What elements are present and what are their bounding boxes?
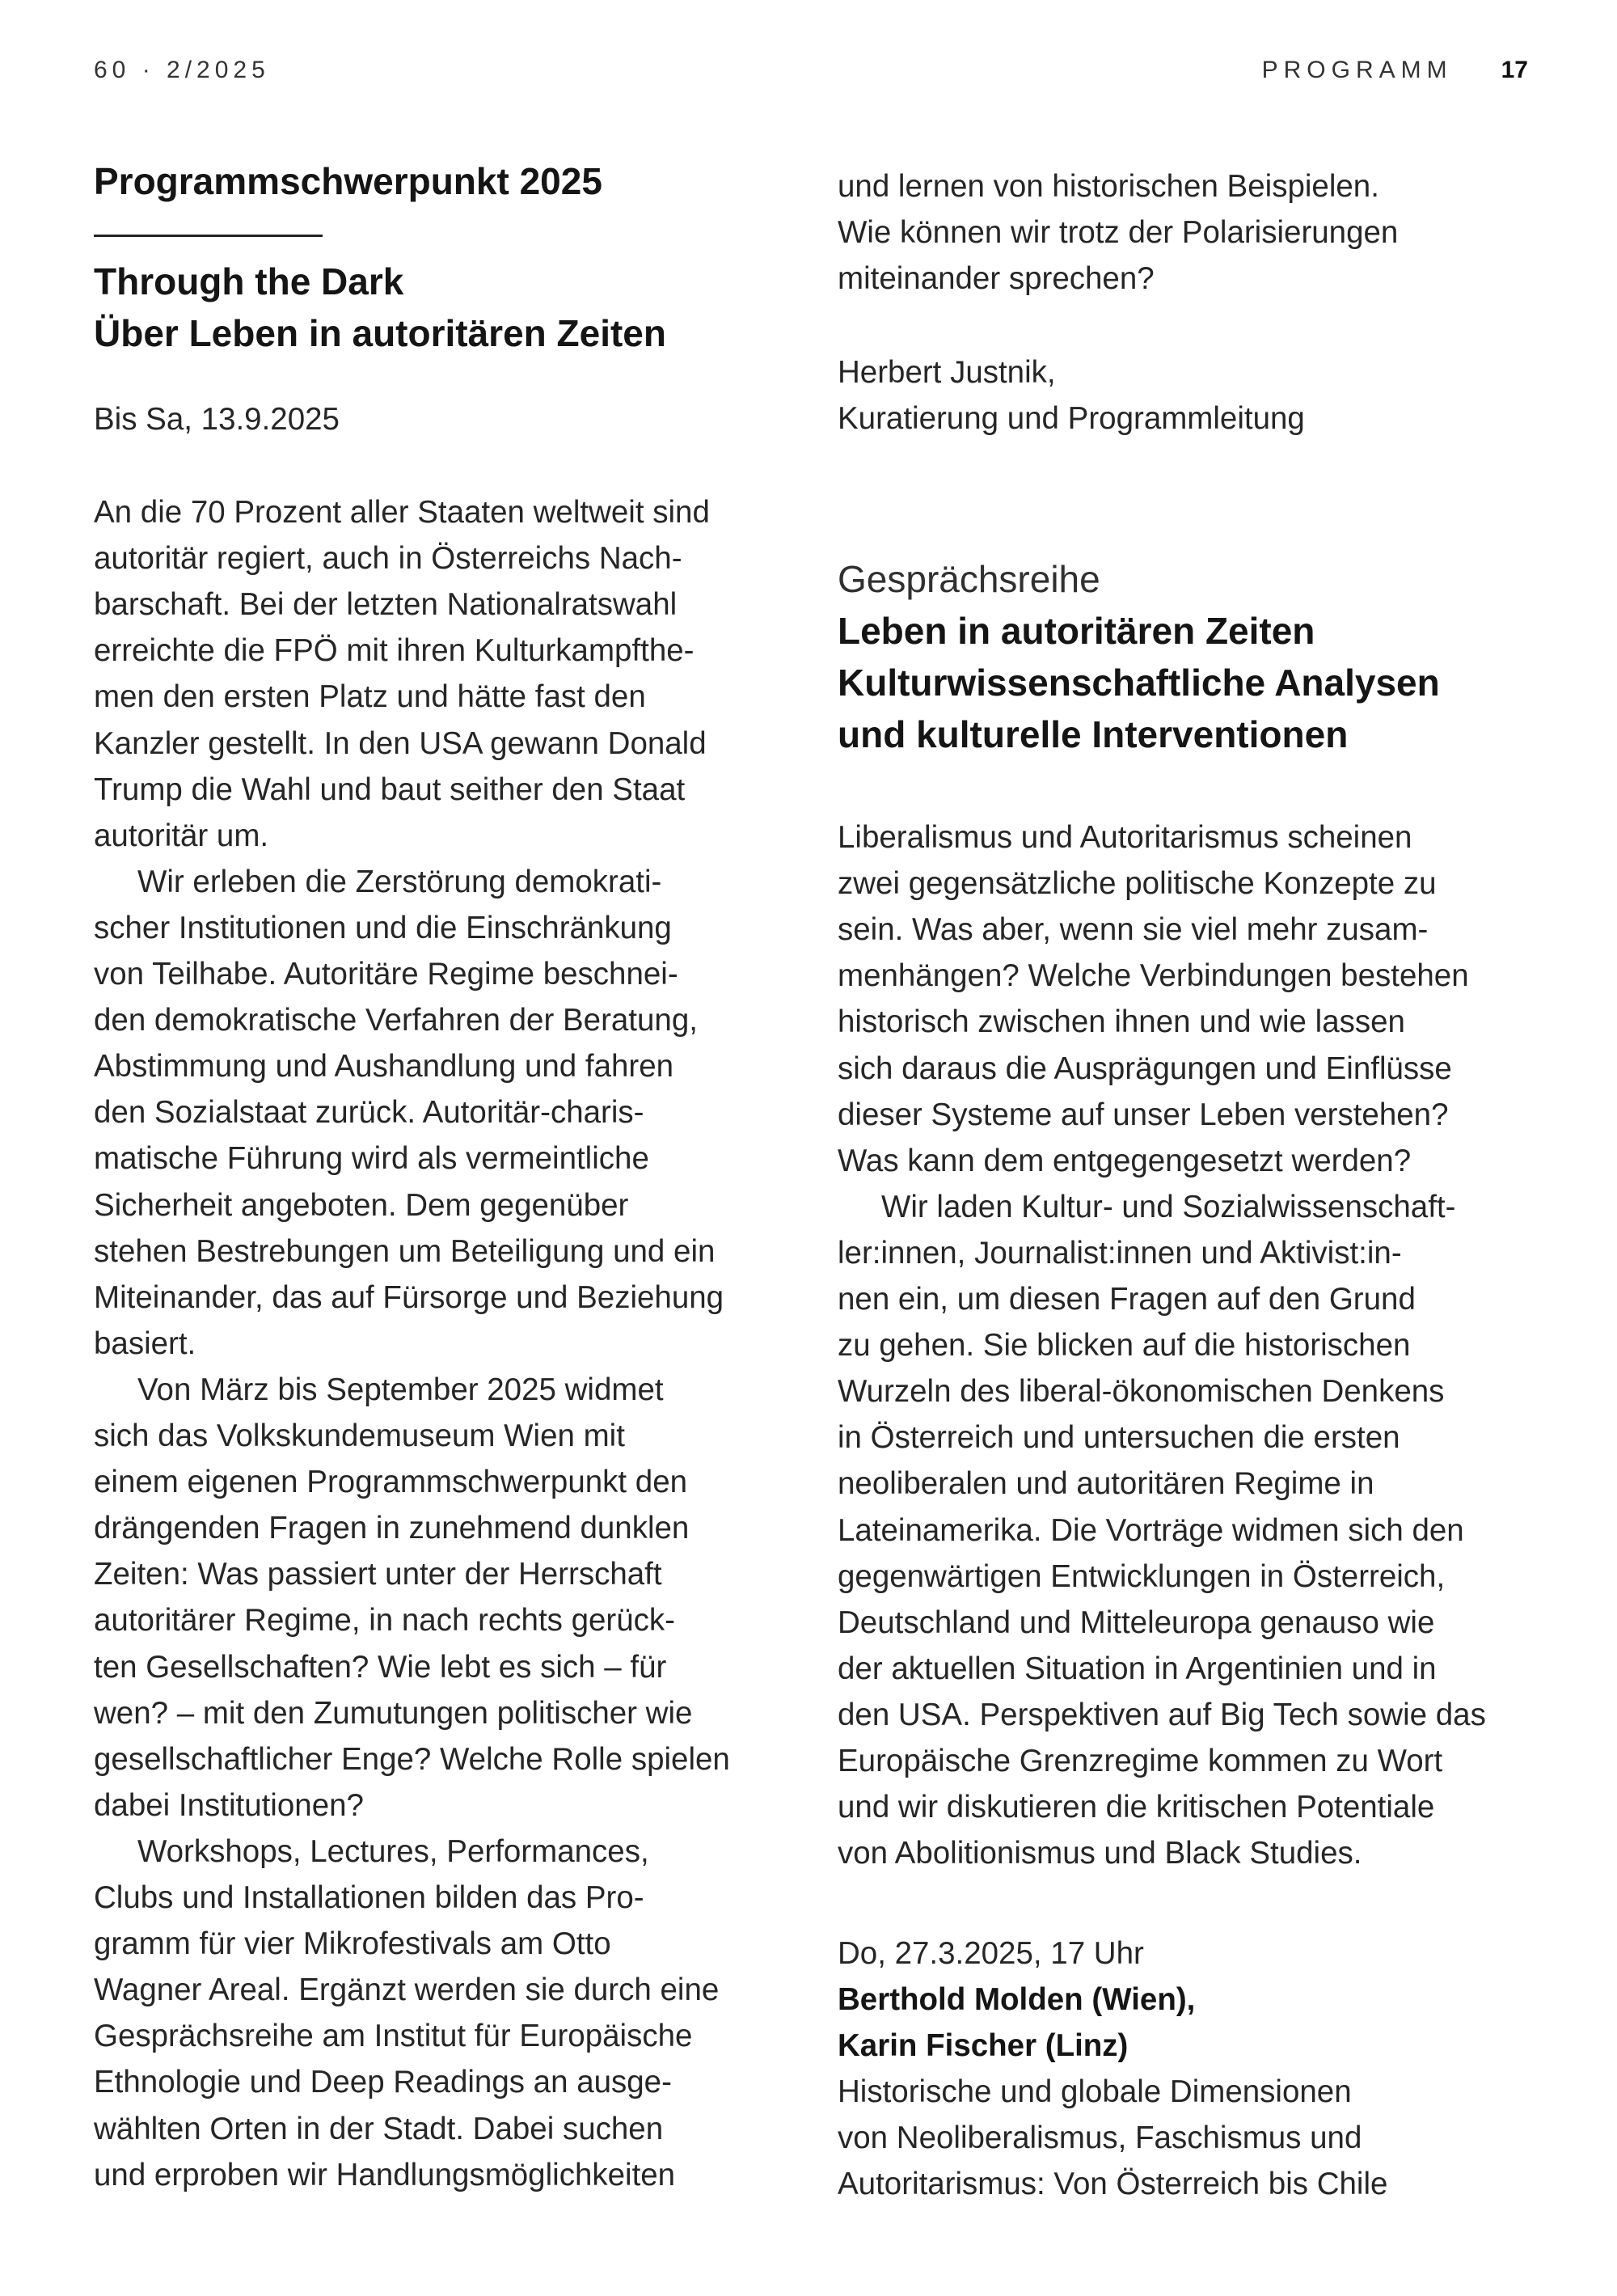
author-role: Kuratierung und Programmleitung xyxy=(838,401,1305,436)
body-text-line: und erproben wir Handlungsmöglichkeiten xyxy=(94,2157,676,2192)
series-title-line-2: Kulturwissenschaftliche Analysen xyxy=(838,662,1440,704)
heading-divider xyxy=(94,235,323,237)
event-talk-title: Historische und globale Dimensionen xyxy=(838,2074,1352,2109)
event-speaker: Karin Fischer (Linz) xyxy=(838,2028,1129,2063)
body-text-line: Wagner Areal. Ergänzt werden sie durch eine xyxy=(94,1973,720,2008)
body-text-line: Lateinamerika. Die Vorträge widmen sich den xyxy=(838,1512,1464,1548)
body-text-line: autoritärer Regime, in nach rechts gerück- xyxy=(94,1603,675,1638)
section-label: PROGRAMM xyxy=(1261,57,1453,83)
body-text-line: barschaft. Bei der letzten Nationalratswahl xyxy=(94,587,678,623)
body-text-line: einem eigenen Programmschwerpunkt den xyxy=(94,1465,688,1500)
article-date: Bis Sa, 13.9.2025 xyxy=(94,402,340,437)
running-head-right xyxy=(1262,57,1528,84)
body-text-line: wen? – mit den Zumutungen politischer wie xyxy=(94,1695,693,1731)
body-text-line: neoliberalen und autoritären Regime in xyxy=(838,1466,1374,1502)
author-name: Herbert Justnik, xyxy=(838,355,1056,390)
body-text-line: autoritär regiert, auch in Österreichs Nach- xyxy=(94,541,682,577)
body-text-line: Workshops, Lectures, Performances, xyxy=(137,1833,649,1869)
body-text-line: Wir laden Kultur- und Sozialwissenschaft- xyxy=(881,1189,1456,1224)
continued-line: miteinander sprechen? xyxy=(838,261,1155,296)
body-text-line: dabei Institutionen? xyxy=(94,1787,364,1823)
body-text-line: in Österreich und untersuchen die ersten xyxy=(838,1420,1400,1456)
body-text-line: Wir erleben die Zerstörung demokrati- xyxy=(137,864,662,899)
event-talk-title: von Neoliberalismus, Faschismus und xyxy=(838,2121,1362,2155)
body-text-line: men den ersten Platz und hätte fast den xyxy=(94,679,646,715)
series-kicker: Gesprächsreihe xyxy=(838,558,1100,600)
body-text-line: Clubs und Installationen bilden das Pro- xyxy=(94,1880,644,1915)
body-text-line: ten Gesellschaften? Wie lebt es sich – für xyxy=(94,1649,667,1685)
body-text-line: drängenden Fragen in zunehmend dunklen xyxy=(94,1511,690,1546)
body-text-line: basiert. xyxy=(94,1326,196,1361)
body-text-line: sich das Volkskundemuseum Wien mit xyxy=(94,1419,625,1453)
body-text-line: Liberalismus und Autoritarismus scheinen xyxy=(838,820,1412,855)
body-text-line: matische Führung wird als vermeintliche xyxy=(94,1141,649,1177)
overline-heading: Programmschwerpunkt 2025 xyxy=(94,160,602,202)
body-text-line: Wurzeln des liberal-ökonomischen Denkens xyxy=(838,1374,1445,1410)
body-text-line: Was kann dem entgegengesetzt werden? xyxy=(838,1143,1412,1178)
body-text-line: zwei gegensätzliche politische Konzepte zu xyxy=(838,866,1437,902)
body-text-line: erreichte die FPÖ mit ihren Kulturkampfthe- xyxy=(94,633,695,669)
body-text-line: Sicherheit angeboten. Dem gegenüber xyxy=(94,1187,629,1223)
page-number: 17 xyxy=(1501,57,1528,83)
body-text-line: dieser Systeme auf unser Leben verstehen? xyxy=(838,1097,1449,1132)
event-speaker: Berthold Molden (Wien), xyxy=(838,1982,1196,2017)
event-talk-title: Autoritarismus: Von Österreich bis Chile xyxy=(838,2167,1388,2201)
body-text-line: der aktuellen Situation in Argentinien und in xyxy=(838,1651,1437,1686)
body-text-line: den Sozialstaat zurück. Autoritär-charis- xyxy=(94,1095,644,1131)
continued-line: Wie können wir trotz der Polarisierungen xyxy=(838,215,1399,250)
body-text-line: Ethnologie und Deep Readings an ausge- xyxy=(94,2065,672,2100)
body-text-line: Deutschland und Mitteleuropa genauso wie xyxy=(838,1605,1435,1640)
body-text-line: sein. Was aber, wenn sie viel mehr zusam- xyxy=(838,912,1429,948)
body-text-line: von Abolitionismus und Black Studies. xyxy=(838,1836,1362,1871)
body-text-line: Kanzler gestellt. In den USA gewann Donald xyxy=(94,725,707,761)
body-text-line: Abstimmung und Aushandlung und fahren xyxy=(94,1049,674,1085)
body-text-line: autoritär um. xyxy=(94,818,269,853)
body-text-line: Gesprächsreihe am Institut für Europäische xyxy=(94,2019,693,2054)
body-text-line: stehen Bestrebungen um Beteiligung und ein xyxy=(94,1233,716,1269)
series-title-line-1: Leben in autoritären Zeiten xyxy=(838,610,1315,652)
body-text-line: wählten Orten in der Stadt. Dabei suchen xyxy=(94,2111,664,2146)
running-head xyxy=(94,57,1528,89)
body-text-line: nen ein, um diesen Fragen auf den Grund xyxy=(838,1282,1416,1317)
body-text-line: Europäische Grenzregime kommen zu Wort xyxy=(838,1744,1443,1778)
article-title-line-1: Through the Dark xyxy=(94,260,404,302)
body-text-line: Miteinander, das auf Fürsorge und Beziehung xyxy=(94,1279,724,1315)
body-text-line: gramm für vier Mikrofestivals am Otto xyxy=(94,1926,611,1962)
body-text-line: von Teilhabe. Autoritäre Regime beschnei- xyxy=(94,957,678,992)
body-text-line: Zeiten: Was passiert unter der Herrschaft xyxy=(94,1557,662,1592)
body-text-line: Von März bis September 2025 widmet xyxy=(137,1372,664,1407)
series-title-line-3: und kulturelle Interventionen xyxy=(838,713,1349,755)
body-text-line: ler:innen, Journalist:innen und Aktivist:in- xyxy=(838,1235,1402,1271)
body-text-line: den demokratische Verfahren der Beratung, xyxy=(94,1003,698,1038)
body-text-line: historisch zwischen ihnen und wie lassen xyxy=(838,1004,1405,1040)
body-text-line: zu gehen. Sie blicken auf die historischen xyxy=(838,1328,1411,1364)
body-text-line: den USA. Perspektiven auf Big Tech sowie das xyxy=(838,1697,1486,1732)
article-title-line-2: Über Leben in autoritären Zeiten xyxy=(94,312,666,354)
body-text-line: sich daraus die Ausprägungen und Einflüsse xyxy=(838,1051,1452,1086)
event-datetime: Do, 27.3.2025, 17 Uhr xyxy=(838,1936,1144,1971)
body-text-line: und wir diskutieren die kritischen Potentiale xyxy=(838,1790,1435,1825)
body-text-line: menhängen? Welche Verbindungen bestehen xyxy=(838,958,1469,994)
body-text-line: gesellschaftlicher Enge? Welche Rolle spielen xyxy=(94,1741,730,1777)
body-text-line: An die 70 Prozent aller Staaten weltweit sind xyxy=(94,495,710,530)
body-text-line: Trump die Wahl und baut seither den Staat xyxy=(94,772,686,807)
continued-line: und lernen von historischen Beispielen. xyxy=(838,169,1379,204)
issue-number: 60 · 2/2025 xyxy=(94,57,270,83)
body-text-line: gegenwärtigen Entwicklungen in Österreich, xyxy=(838,1558,1446,1594)
body-text-line: scher Institutionen und die Einschränkung xyxy=(94,910,672,945)
